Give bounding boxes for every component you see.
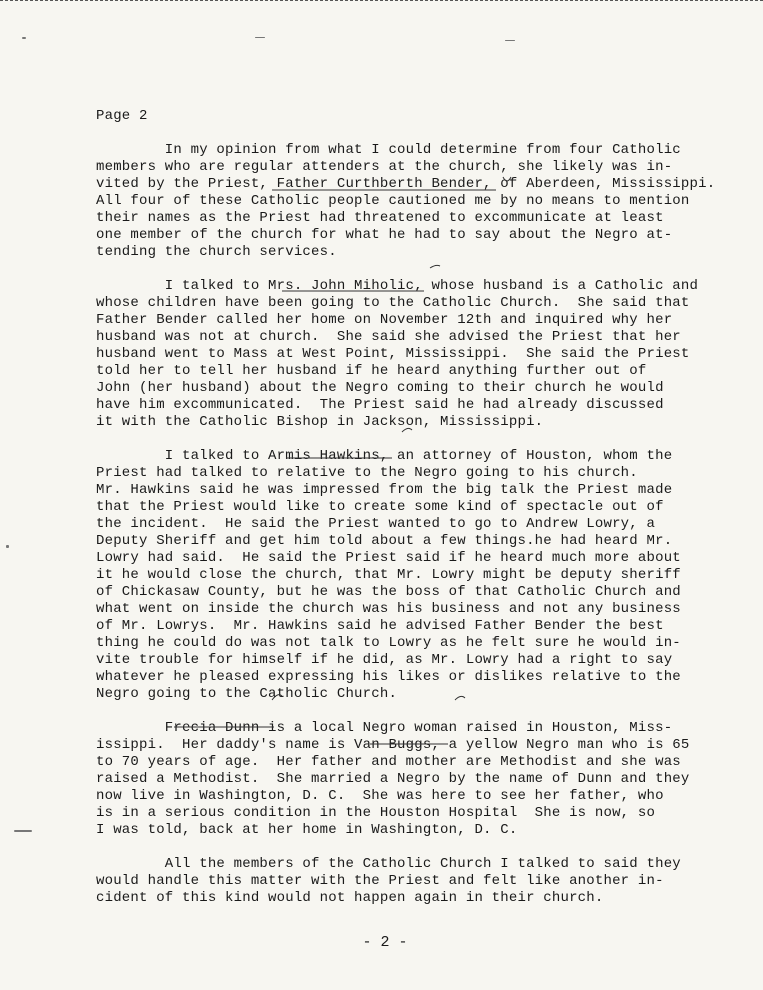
page-number: - 2 -: [362, 934, 408, 951]
document-body: [96, 108, 726, 907]
text-line: have him excommunicated. The Priest said he had already discussed: [96, 397, 664, 413]
text-line: members who are regular attenders at the church, she likely was in-: [96, 159, 673, 175]
text-line: Deputy Sheriff and get him told about a few things.he had heard Mr.: [96, 533, 673, 549]
text-line: it he would close the church, that Mr. Lowry might be deputy sheriff: [96, 567, 681, 583]
paragraph: [96, 720, 726, 839]
text-line: tending the church services.: [96, 244, 337, 260]
scan-speck: [22, 37, 26, 39]
text-line: cident of this kind would not happen again in their church.: [96, 890, 604, 906]
text-line: would handle this matter with the Priest and felt like another in-: [96, 873, 664, 889]
text-line: In my opinion from what I could determine from four Catholic: [96, 142, 681, 158]
text-line: is in a serious condition in the Houston Hospital She is now, so: [96, 805, 656, 821]
text-line: it with the Catholic Bishop in Jackson, Mississippi.: [96, 414, 544, 430]
text-line: to 70 years of age. Her father and mother are Methodist and she was: [96, 754, 681, 770]
text-line: thing he could do was not talk to Lowry as he felt sure he would in-: [96, 635, 681, 651]
text-line: husband was not at church. She said she advised the Priest that her: [96, 329, 681, 345]
paragraph: [96, 448, 726, 703]
text-line: that the Priest would like to create some kind of spectacle out of: [96, 499, 664, 515]
text-line: Priest had talked to relative to the Negro going to his church.: [96, 465, 638, 481]
text-line: what went on inside the church was his business and not any business: [96, 601, 681, 617]
text-line: Mr. Hawkins said he was impressed from the big talk the Priest made: [96, 482, 673, 498]
text-line: I was told, back at her home in Washington, D. C.: [96, 822, 518, 838]
page-label: Page 2: [96, 108, 148, 124]
scan-speck: [6, 545, 9, 548]
text-line: their names as the Priest had threatened to excommunicate at least: [96, 210, 664, 226]
text-line: told her to tell her husband if he heard anything further out of: [96, 363, 647, 379]
text-line: whatever he pleased expressing his likes or dislikes relative to the: [96, 669, 681, 685]
text-line: issippi. Her daddy's name is Van Buggs, a yellow Negro man who is 65: [96, 737, 690, 753]
text-line: vite trouble for himself if he did, as Mr. Lowry had a right to say: [96, 652, 673, 668]
text-line: now live in Washington, D. C. She was here to see her father, who: [96, 788, 664, 804]
paragraph: [96, 856, 726, 907]
scan-speck: [14, 830, 32, 832]
text-line: All four of these Catholic people cautioned me by no means to mention: [96, 193, 690, 209]
text-line: raised a Methodist. She married a Negro by the name of Dunn and they: [96, 771, 690, 787]
page-top-edge: [0, 0, 763, 5]
text-line: Negro going to the Catholic Church.: [96, 686, 398, 702]
text-line: Lowry had said. He said the Priest said if he heard much more about: [96, 550, 681, 566]
paragraph: [96, 142, 726, 261]
scan-speck: [505, 40, 515, 41]
paragraph: [96, 278, 726, 431]
text-line: whose children have been going to the Catholic Church. She said that: [96, 295, 690, 311]
scan-speck: [255, 37, 265, 38]
text-line: Frecia Dunn is a local Negro woman raised in Houston, Miss-: [96, 720, 673, 736]
text-line: husband went to Mass at West Point, Mississippi. She said the Priest: [96, 346, 690, 362]
text-line: I talked to Mrs. John Miholic, whose husband is a Catholic and: [96, 278, 699, 294]
text-line: of Mr. Lowrys. Mr. Hawkins said he advised Father Bender the best: [96, 618, 664, 634]
text-line: John (her husband) about the Negro coming to their church he would: [96, 380, 664, 396]
text-line: of Chickasaw County, but he was the boss of that Catholic Church and: [96, 584, 681, 600]
text-line: vited by the Priest, Father Curthberth Bender, of Aberdeen, Mississippi.: [96, 176, 716, 192]
text-line: the incident. He said the Priest wanted to go to Andrew Lowry, a: [96, 516, 656, 532]
text-line: one member of the church for what he had to say about the Negro at-: [96, 227, 673, 243]
text-line: All the members of the Catholic Church I talked to said they: [96, 856, 681, 872]
text-line: I talked to Armis Hawkins, an attorney of Houston, whom the: [96, 448, 673, 464]
text-line: Father Bender called her home on November 12th and inquired why her: [96, 312, 673, 328]
